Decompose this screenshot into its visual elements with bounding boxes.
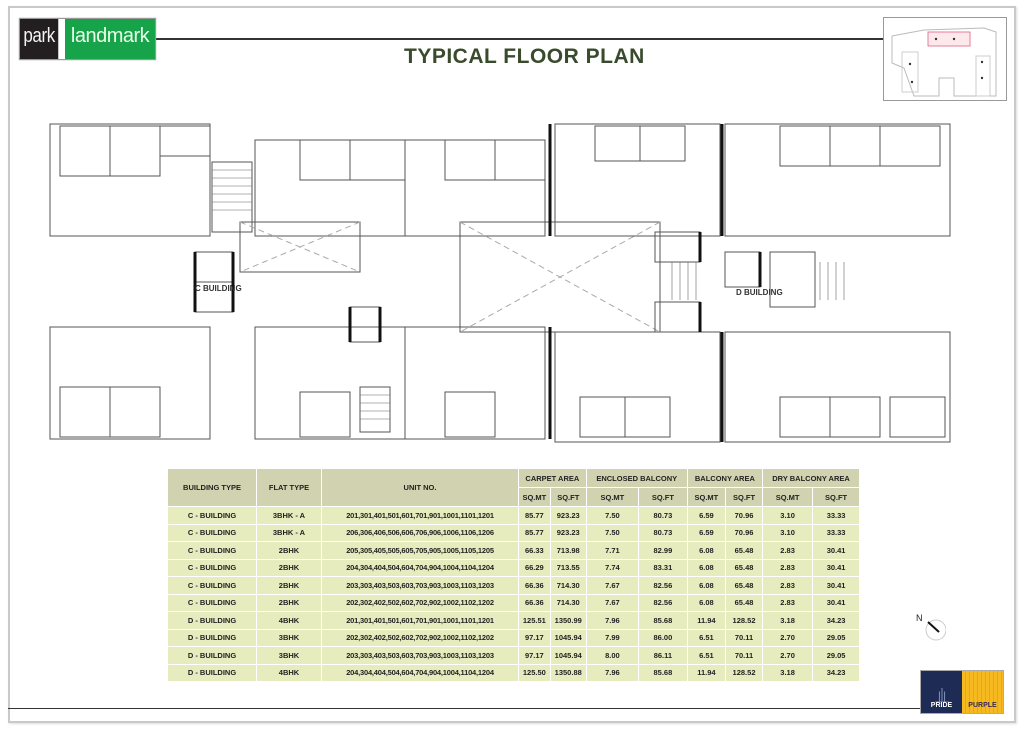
unit-numbers-cell: 203,303,403,503,603,703,903,1003,1103,1203 (322, 577, 519, 595)
table-cell: 713.55 (550, 559, 586, 577)
table-cell: D - BUILDING (168, 647, 257, 665)
table-cell: D - BUILDING (168, 612, 257, 630)
table-cell: 923.23 (550, 507, 586, 525)
table-cell: 7.67 (586, 577, 638, 595)
subcol-sqft: SQ.FT (726, 488, 763, 507)
table-cell: 2.70 (763, 647, 813, 665)
table-cell: 70.96 (726, 507, 763, 525)
table-cell: 3.18 (763, 612, 813, 630)
subcol-sqft: SQ.FT (813, 488, 860, 507)
table-cell: 7.74 (586, 559, 638, 577)
table-cell: 7.99 (586, 629, 638, 647)
table-cell: 1045.94 (550, 647, 586, 665)
table-cell: 3BHK (257, 629, 322, 647)
table-cell: 6.08 (687, 594, 725, 612)
north-label: N (916, 613, 923, 623)
table-cell: 33.33 (813, 524, 860, 542)
table-cell: 66.29 (519, 559, 551, 577)
unit-numbers-cell: 206,306,406,506,606,706,906,1006,1106,1206 (322, 524, 519, 542)
table-cell: 65.48 (726, 594, 763, 612)
table-cell: 125.50 (519, 664, 551, 682)
table-cell: 2BHK (257, 542, 322, 560)
floor-plan-lines (40, 112, 960, 452)
col-flat-type: FLAT TYPE (257, 469, 322, 507)
table-cell: 82.56 (639, 594, 688, 612)
unit-numbers-cell: 204,304,404,504,604,704,904,1004,1104,1204 (322, 664, 519, 682)
table-cell: 3.18 (763, 664, 813, 682)
col-balcony-area: BALCONY AREA (687, 469, 762, 488)
north-compass (916, 612, 946, 642)
table-cell: 85.68 (639, 612, 688, 630)
table-cell: 2.83 (763, 577, 813, 595)
table-cell: 97.17 (519, 647, 551, 665)
table-row (168, 612, 860, 630)
table-cell: 30.41 (813, 542, 860, 560)
park-landmark-logo (19, 18, 156, 60)
floor-plan-drawing (40, 112, 960, 452)
table-row (168, 629, 860, 647)
table-cell: 34.23 (813, 664, 860, 682)
site-map-icon (884, 18, 1006, 100)
table-cell: 86.00 (639, 629, 688, 647)
col-building-type: BUILDING TYPE (168, 469, 257, 507)
logo-part-landmark: landmark (65, 19, 155, 59)
table-cell: 2.70 (763, 629, 813, 647)
unit-numbers-cell: 205,305,405,505,605,705,905,1005,1105,1205 (322, 542, 519, 560)
table-cell: 2.83 (763, 594, 813, 612)
table-cell: D - BUILDING (168, 629, 257, 647)
table-cell: 66.36 (519, 594, 551, 612)
table-cell: 29.05 (813, 647, 860, 665)
table-cell: 65.48 (726, 559, 763, 577)
table-row (168, 664, 860, 682)
table-cell: 128.52 (726, 664, 763, 682)
tower-icon (933, 688, 951, 702)
table-cell: 30.41 (813, 577, 860, 595)
table-cell: 29.05 (813, 629, 860, 647)
col-enclosed-balcony: ENCLOSED BALCONY (586, 469, 687, 488)
table-cell: 125.51 (519, 612, 551, 630)
table-cell: 6.08 (687, 577, 725, 595)
table-cell: 82.99 (639, 542, 688, 560)
table-cell: 1350.99 (550, 612, 586, 630)
col-carpet-area: CARPET AREA (519, 469, 587, 488)
table-cell: 7.71 (586, 542, 638, 560)
brand-purple-text: PURPLE (968, 702, 997, 709)
table-cell: 6.59 (687, 507, 725, 525)
table-cell: 4BHK (257, 612, 322, 630)
header-rule (140, 38, 885, 40)
table-cell: 923.23 (550, 524, 586, 542)
table-cell: 6.08 (687, 559, 725, 577)
table-cell: 3BHK (257, 647, 322, 665)
table-cell: 714.30 (550, 577, 586, 595)
unit-numbers-cell: 201,301,401,501,601,701,901,1001,1101,1201 (322, 507, 519, 525)
table-cell: C - BUILDING (168, 542, 257, 560)
table-cell: C - BUILDING (168, 577, 257, 595)
table-cell: 2BHK (257, 594, 322, 612)
table-cell: 97.17 (519, 629, 551, 647)
table-cell: C - BUILDING (168, 524, 257, 542)
brand-purple-block (962, 671, 1003, 713)
page-title: TYPICAL FLOOR PLAN (404, 45, 645, 68)
table-cell: 70.11 (726, 629, 763, 647)
subcol-sqmt: SQ.MT (519, 488, 551, 507)
footer-rule (8, 708, 923, 709)
table-cell: 80.73 (639, 507, 688, 525)
table-cell: 85.68 (639, 664, 688, 682)
table-cell: 3BHK - A (257, 507, 322, 525)
table-cell: 6.08 (687, 542, 725, 560)
subcol-sqft: SQ.FT (550, 488, 586, 507)
table-cell: 3BHK - A (257, 524, 322, 542)
table-cell: 6.51 (687, 629, 725, 647)
table-cell: 7.50 (586, 524, 638, 542)
unit-numbers-cell: 203,303,403,503,603,703,903,1003,1103,1203 (322, 647, 519, 665)
table-cell: 65.48 (726, 542, 763, 560)
area-statement-table (167, 468, 860, 682)
table-cell: 8.00 (586, 647, 638, 665)
table-cell: 4BHK (257, 664, 322, 682)
table-cell: C - BUILDING (168, 594, 257, 612)
subcol-sqmt: SQ.MT (687, 488, 725, 507)
col-dry-balcony-area: DRY BALCONY AREA (763, 469, 860, 488)
unit-numbers-cell: 201,301,401,501,601,701,901,1001,1101,1201 (322, 612, 519, 630)
pride-purple-logo (920, 670, 1004, 714)
table-cell: 713.98 (550, 542, 586, 560)
key-plan-thumbnail (883, 17, 1007, 101)
unit-numbers-cell: 202,302,402,502,602,702,902,1002,1102,1202 (322, 629, 519, 647)
table-cell: C - BUILDING (168, 507, 257, 525)
d-building-label: D BUILDING (736, 288, 783, 297)
compass-icon (916, 612, 946, 642)
table-cell: 1045.94 (550, 629, 586, 647)
col-unit-no: UNIT NO. (322, 469, 519, 507)
table-cell: 70.96 (726, 524, 763, 542)
table-cell: 34.23 (813, 612, 860, 630)
table-cell: 80.73 (639, 524, 688, 542)
table-cell: 128.52 (726, 612, 763, 630)
logo-part-park: park (20, 19, 58, 59)
table-cell: 2.83 (763, 559, 813, 577)
table-cell: 7.50 (586, 507, 638, 525)
table-cell: 66.36 (519, 577, 551, 595)
c-building-label: C BUILDING (195, 284, 242, 293)
table-row (168, 542, 860, 560)
table-cell: 82.56 (639, 577, 688, 595)
table-row (168, 524, 860, 542)
table-cell: 66.33 (519, 542, 551, 560)
table-cell: C - BUILDING (168, 559, 257, 577)
table-cell: 70.11 (726, 647, 763, 665)
subcol-sqmt: SQ.MT (763, 488, 813, 507)
subcol-sqmt: SQ.MT (586, 488, 638, 507)
table-cell: 11.94 (687, 612, 725, 630)
table-cell: 714.30 (550, 594, 586, 612)
table-row (168, 559, 860, 577)
unit-numbers-cell: 204,304,404,504,604,704,904,1004,1104,1204 (322, 559, 519, 577)
table-row (168, 647, 860, 665)
table-cell: 33.33 (813, 507, 860, 525)
table-cell: 86.11 (639, 647, 688, 665)
subcol-sqft: SQ.FT (639, 488, 688, 507)
table-cell: 30.41 (813, 559, 860, 577)
table-cell: 7.96 (586, 664, 638, 682)
table-cell: 7.96 (586, 612, 638, 630)
table-row (168, 577, 860, 595)
table-cell: 7.67 (586, 594, 638, 612)
unit-numbers-cell: 202,302,402,502,602,702,902,1002,1102,1202 (322, 594, 519, 612)
table-cell: 2BHK (257, 577, 322, 595)
table-cell: 85.77 (519, 524, 551, 542)
table-cell: 2BHK (257, 559, 322, 577)
table-row (168, 594, 860, 612)
table-cell: 6.59 (687, 524, 725, 542)
table-cell: 2.83 (763, 542, 813, 560)
table-cell: 85.77 (519, 507, 551, 525)
table-cell: 3.10 (763, 524, 813, 542)
table-row (168, 507, 860, 525)
table-cell: 1350.88 (550, 664, 586, 682)
brand-pride-text: PRIDE (930, 702, 953, 709)
table-cell: 65.48 (726, 577, 763, 595)
table-cell: 3.10 (763, 507, 813, 525)
table-cell: 83.31 (639, 559, 688, 577)
brand-pride-block (921, 671, 962, 713)
table-cell: 11.94 (687, 664, 725, 682)
table-cell: D - BUILDING (168, 664, 257, 682)
table-cell: 6.51 (687, 647, 725, 665)
table-cell: 30.41 (813, 594, 860, 612)
